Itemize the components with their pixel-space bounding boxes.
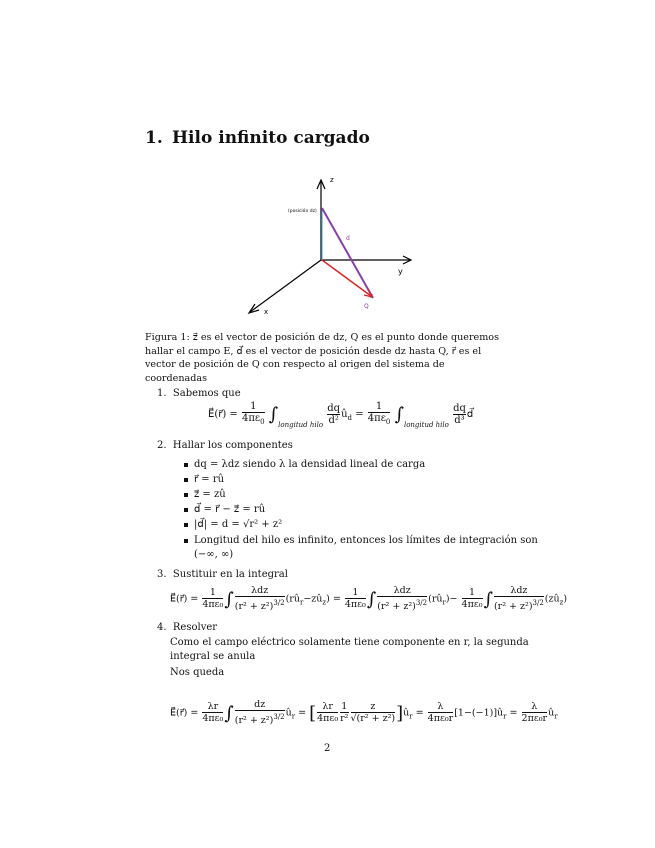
step-label: Sustituir en la integral (172, 569, 288, 580)
step-label: Sabemos que (172, 388, 241, 399)
bullet-marker (184, 539, 188, 543)
d-vector (322, 208, 373, 298)
step-4-text-3: Nos queda (170, 667, 225, 678)
step-number: 2. (157, 440, 167, 451)
bullet-item: r⃗ = rû (194, 474, 225, 485)
r-vector (322, 260, 371, 296)
integral-sign: ∫ (268, 404, 279, 425)
y-axis-label: y (398, 267, 403, 276)
bullet-item-continuation: (−∞, ∞) (194, 549, 234, 560)
eq1-end: d⃗ (466, 409, 474, 420)
eq1-limit-2: longitud hilo (403, 421, 449, 429)
r-vector-label: r (370, 292, 373, 300)
dz-point-label: (posición dz) (288, 209, 317, 214)
bullet-item: |d⃗| = d = √r² + z² (194, 519, 283, 530)
bullet-marker (184, 478, 188, 482)
Q-point-label: Q (364, 303, 369, 310)
eq1-equals: = (355, 409, 364, 420)
eq1-lhs: E⃗(r⃗) = (208, 409, 238, 420)
bullet-item: d⃗ = r⃗ − z⃗ = rû (194, 504, 266, 515)
bullet-item: dq = λdz siendo λ la densidad lineal de carga (194, 459, 426, 470)
bullet-item: Longitud del hilo es infinito, entonces los límites de integración son (194, 535, 538, 546)
eq1-frac-dq: $\frac{dq}{\text{d²}}$ (327, 402, 341, 426)
eq1-frac-const: $\frac{1}{4\pi\varepsilon_0}$ (241, 401, 265, 426)
equation-4: E⃗(r⃗) = $\frac{\lambda r}{\text{4πε₀}}$ ∫ $\frac{dz}{(r^2 + z^2)^{3/2}}$ $û_r$ = [ $\frac{\lambda r}{\text{4πε₀}}$ $\frac{1}{\text{r²}}$ $\frac{z}{\text{√(r² + z²)}}$ ]$û_r$ = $\frac{\lambda}{\text{4πε₀r}}$ $[1-(-1)]û_r$ = $\frac{\lambda}{\text{2πε₀r}}$ $û_r$ (170, 699, 558, 727)
z-axis-label: z (330, 176, 334, 184)
bullet-item: z⃗ = zû (194, 489, 226, 500)
step-4-text-1: Como el campo eléctrico solamente tiene componente en r, la segunda (170, 637, 529, 648)
bullet-marker (184, 493, 188, 497)
step-number: 4. (157, 622, 167, 633)
eq1-frac-const-2: $\frac{1}{4\pi\varepsilon_0}$ (367, 401, 391, 426)
step-label: Resolver (172, 622, 218, 633)
step-label: Hallar los componentes (172, 440, 293, 451)
eq1-sub: d (347, 414, 353, 422)
section-title (145, 128, 370, 148)
bullet-marker (184, 508, 188, 512)
eq1-unit: û (341, 409, 348, 420)
section-number: 1. (145, 128, 163, 148)
d-vector-label: d (346, 235, 350, 242)
step-number: 3. (157, 569, 167, 580)
bullet-marker (184, 523, 188, 527)
step-2 (157, 439, 293, 452)
bullet-marker (184, 463, 188, 467)
equation-1 (208, 402, 473, 429)
step-4 (157, 621, 217, 634)
x-axis-label: x (264, 308, 269, 316)
step-3 (157, 568, 288, 581)
x-axis-line (250, 260, 321, 312)
page-number: 2 (324, 743, 331, 754)
figure-diagram (240, 170, 420, 320)
step-1 (157, 387, 241, 400)
step-4-text-2: integral se anula (170, 651, 256, 662)
section-heading: Hilo infinito cargado (172, 128, 370, 148)
eq1-frac-dq-2: $\frac{dq}{\text{d³}}$ (453, 402, 466, 426)
eq1-limit-1: longitud hilo (278, 421, 324, 429)
equation-3: E⃗(r⃗) = $\frac{1}{\text{4πε₀}}$ ∫ $\frac{\text{λdz}}{(r^2 + z^2)^{3/2}}$ $(rû_r-zû_z)$ = $\frac{1}{\text{4πε₀}}$ ∫ $\frac{\text{λdz}}{(r^2 + z^2)^{3/2}}$ $(rû_r)-$ $\frac{1}{\text{4πε₀}}$ ∫ $\frac{\text{λdz}}{(r^2 + z^2)^{3/2}}$ $(zû_z)$ (170, 585, 568, 613)
step-number: 1. (157, 388, 167, 399)
figure-caption: Figura 1: z⃗ es el vector de posición de dz, Q es el punto donde queremos hallar el campo E, d⃗ es el vector de posición desde dz hasta Q, r⃗ es el vector de posición de Q con respecto al origen del sistema de coordenadas (145, 332, 500, 384)
integral-sign-2: ∫ (394, 404, 404, 425)
